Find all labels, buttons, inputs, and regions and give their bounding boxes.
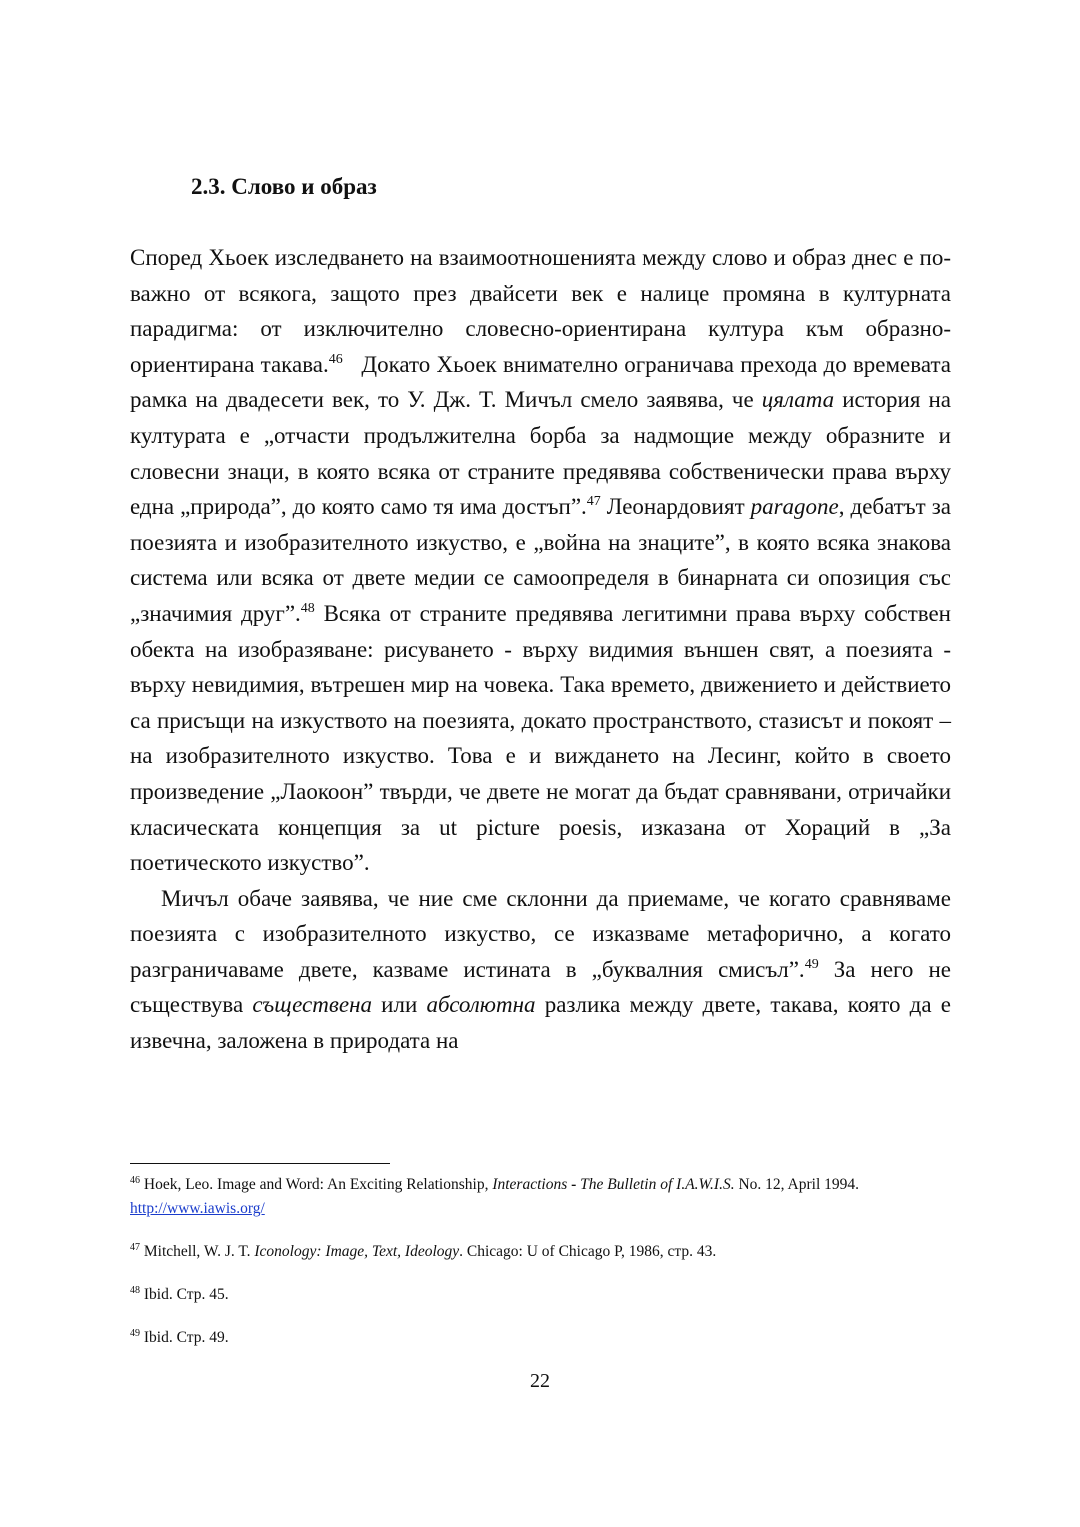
footnote-text: No. 12, April 1994. bbox=[734, 1176, 860, 1193]
footnote-text: Ibid. Стр. 45. bbox=[140, 1286, 229, 1303]
footnote-text: Mitchell, W. J. T. bbox=[140, 1243, 255, 1260]
footnote-number: 49 bbox=[130, 1328, 140, 1339]
footnote-journal: Interactions bbox=[492, 1176, 568, 1193]
text-run: Мичъл обаче заявява, че ние сме склонни да приемаме, че когато сравняваме поезията с изобразителното изкуство, се изказваме метафорично, а когато разграничаваме двете, казваме истината в „буквалния смисъл”. bbox=[130, 885, 951, 982]
body-text bbox=[130, 240, 951, 1059]
paragraph-2 bbox=[130, 881, 951, 1059]
page-number: 22 bbox=[530, 1370, 550, 1392]
emphasis-essential: съществена bbox=[252, 992, 372, 1018]
footnote-text: . Chicago: U of Chicago P, 1986, стр. 43. bbox=[459, 1243, 717, 1260]
emphasis-absolute: абсолютна bbox=[426, 992, 536, 1018]
emphasis-paragone: paragone bbox=[750, 494, 839, 520]
footnote-49 bbox=[130, 1326, 951, 1350]
text-run: , дебатът за поезията и изобразителното изкуство, е „война на знаците”, в която всяка знакова система или всяка от двете медии се самоопределя в бинарната си опозиция със „значимия друг”. bbox=[130, 494, 951, 626]
text-run: разлика между двете, такава, която да е извечна, заложена в природата на bbox=[130, 992, 951, 1054]
footnote-number: 48 bbox=[130, 1285, 140, 1296]
footnote-48 bbox=[130, 1283, 951, 1307]
footnote-ref-47[interactable]: 47 bbox=[586, 494, 601, 510]
footnote-link[interactable]: http://www.iawis.org/ bbox=[130, 1200, 265, 1217]
footnote-dash: - bbox=[567, 1176, 581, 1193]
section-heading: 2.3. Слово и образ bbox=[191, 174, 377, 199]
footnote-text: Ibid. Стр. 49. bbox=[140, 1329, 229, 1346]
text-run: За него не съществува bbox=[130, 956, 951, 1018]
emphasis-whole: цялата bbox=[761, 387, 835, 413]
text-run: Според Хьоек изследването на взаимоотношенията между слово и образ днес е по-важно от всякога, защото през двайсети век е налице промяна в културната парадигма: от изключително словесно-ориентирана култура към образно-ориентирана такава. bbox=[130, 245, 951, 377]
text-run: Всяка от страните предявява легитимни права върху собствен обекта на изобразяване: рисуването - върху видимия външен свят, а поезията - върху невидимия, вътрешен мир на човека. Така времето, движението и действието са присъщи на изкуството на поезията, докато пространството, стазисът и покоят – на изобразителното изкуство. Това е и виждането на Лесинг, който в своето произведение „Лаокоон” твърди, че двете не могат да бъдат сравнявани, отричайки класическата концепция за ut picture poesis, изказана от Хораций в „За поетическото изкуство”. bbox=[130, 600, 951, 876]
text-run: Докато Хьоек внимателно ограничава прехода до времевата рамка на двадесети век, то У. Дж. Т. Мичъл смело заявява, че bbox=[130, 351, 951, 413]
text-run: Леонардовият bbox=[600, 494, 751, 520]
footnote-book-title: Iconology: Image, Text, Ideology bbox=[254, 1243, 460, 1260]
paragraph-1 bbox=[130, 240, 951, 881]
footnote-ref-49[interactable]: 49 bbox=[804, 956, 819, 972]
footnote-ref-48[interactable]: 48 bbox=[300, 600, 315, 616]
text-run: или bbox=[371, 992, 427, 1018]
footnote-46 bbox=[130, 1173, 951, 1221]
footnote-ref-46[interactable]: 46 bbox=[328, 351, 343, 367]
footnote-number: 46 bbox=[130, 1175, 140, 1186]
footnote-bulletin: The Bulletin of I.A.W.I.S. bbox=[580, 1176, 735, 1193]
footnote-number: 47 bbox=[130, 1242, 140, 1253]
footnote-47 bbox=[130, 1240, 951, 1264]
footnote-text: Hoek, Leo. Image and Word: An Exciting Relationship, bbox=[140, 1176, 493, 1193]
footnotes bbox=[130, 1173, 951, 1369]
text-run: история на културата е „отчасти продължителна борба за надмощие между образните и словесни знаци, в която всяка от страните предявява собственически права върху една „природа”, до която само тя има достъп”. bbox=[130, 387, 951, 520]
footnote-separator bbox=[130, 1163, 390, 1164]
